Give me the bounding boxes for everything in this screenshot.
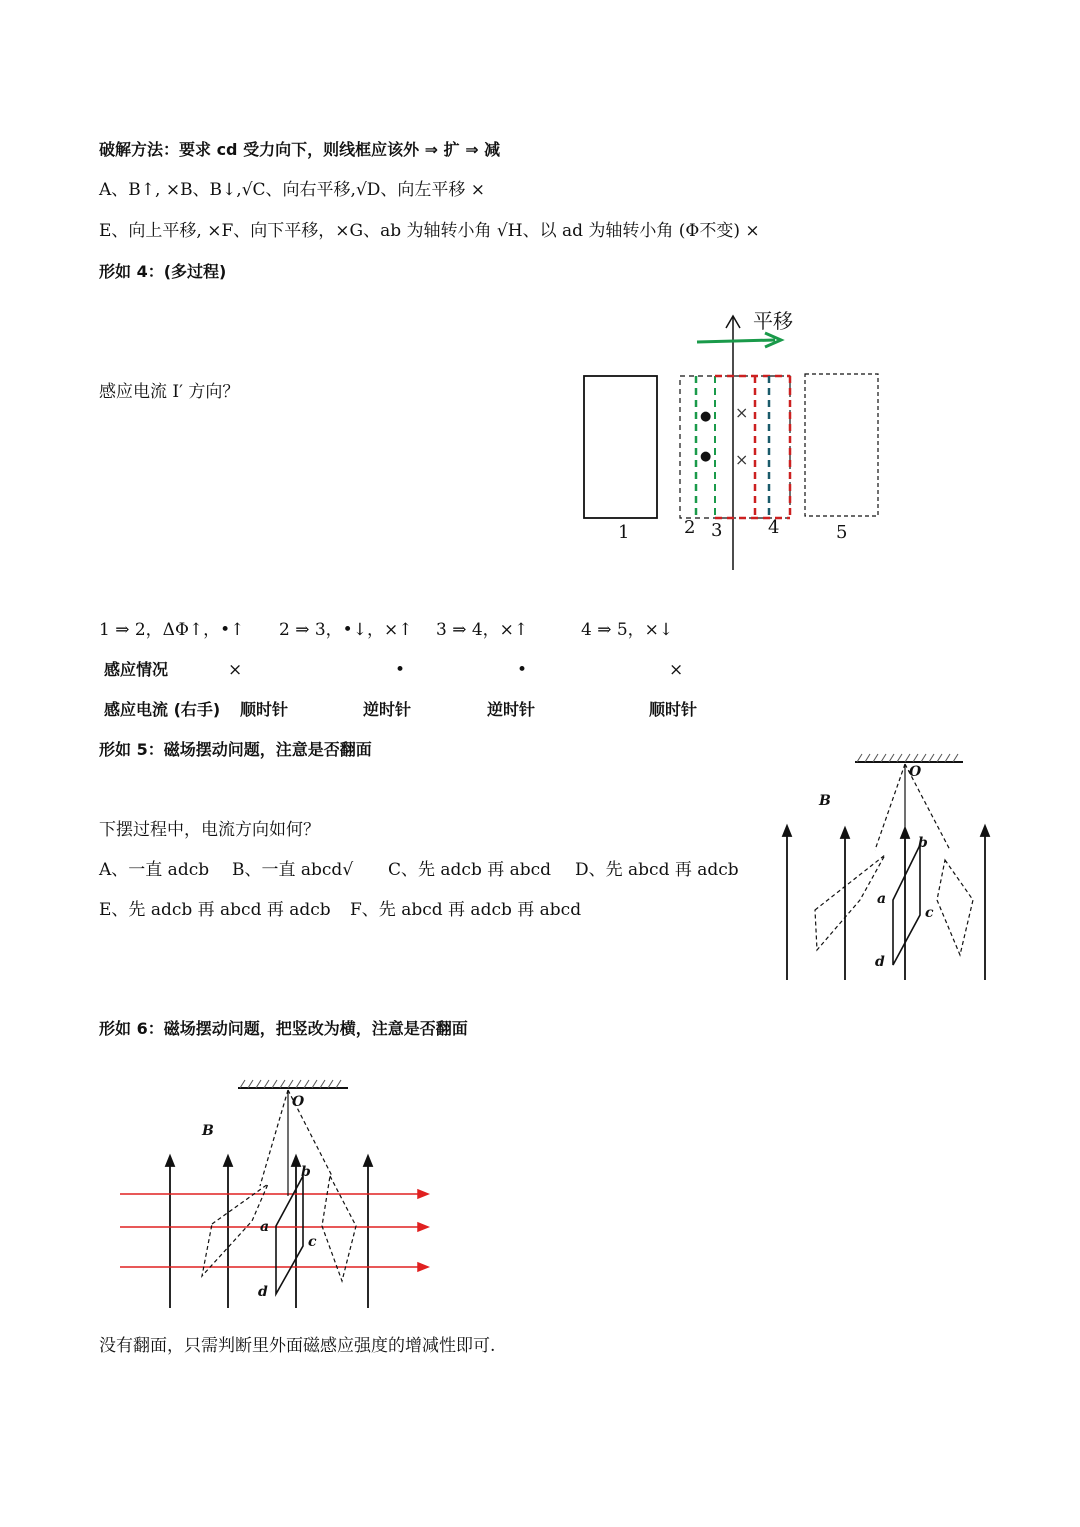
form6-title: 形如 6：磁场摆动问题，把竖改为横，注意是否翻面 [99,1019,468,1038]
field-cross: × [735,403,749,422]
form5-option: A、一直 adcb [99,860,210,880]
form5-question: 下摆过程中，电流方向如何？ [99,820,320,840]
position-label: 2 [684,517,696,538]
position-label: 4 [768,517,780,538]
pendulum-diagram-vertical [775,750,995,985]
field-cross: × [735,450,749,469]
current-value: 逆时针 [487,700,536,719]
options-line-2: E、向上平移, ×F、向下平移，×G、ab 为轴转小角 √H、以 ad 为轴转小角 (Φ不变) × [99,221,760,241]
options-line-1: A、B↑, ×B、B↓,√C、向右平移,√D、向左平移 × [99,180,486,200]
field-label: B [819,793,831,809]
field-dot: ● [700,409,712,424]
vertex-label: b [918,835,928,851]
method-line: 破解方法：要求 cd 受力向下，则线框应该外 ⇒ 扩 ⇒ 减 [99,140,501,159]
field-dot: ● [700,449,712,464]
position-label: 3 [711,520,723,541]
vertex-label: b [301,1164,311,1180]
form5-option: E、先 adcb 再 abcd 再 adcb [99,900,331,920]
situation-value: • [517,660,528,680]
current-label: 感应电流 (右手) [104,700,221,719]
vertex-label: d [875,954,885,970]
situation-label: 感应情况 [104,660,169,679]
pivot-label: O [292,1094,305,1110]
current-value: 顺时针 [240,700,289,719]
frame-5 [805,374,878,516]
form5-option: C、先 adcb 再 abcd [388,860,552,880]
form4-title: 形如 4：(多过程) [99,262,227,281]
process-step: 1 ⇒ 2，ΔΦ↑，•↑ [99,620,245,640]
process-step: 3 ⇒ 4，×↑ [436,620,529,640]
vertex-label: a [877,891,887,907]
frame-1 [584,376,657,518]
form4-question: 感应电流 I′ 方向？ [99,382,240,402]
situation-value: × [669,660,684,680]
process-step: 4 ⇒ 5，×↓ [581,620,674,640]
pendulum-diagram-horizontal [110,1076,440,1316]
translation-arrow [697,340,775,342]
position-label: 5 [836,522,848,543]
translation-label: 平移 [753,309,793,333]
form5-title: 形如 5：磁场摆动问题，注意是否翻面 [99,740,372,759]
form5-option: F、先 abcd 再 adcb 再 abcd [350,900,582,920]
situation-value: • [395,660,406,680]
field-label: B [202,1123,214,1139]
vertex-label: c [925,905,934,921]
vertex-label: d [258,1284,268,1300]
form5-option: B、一直 abcd√ [232,860,354,880]
position-label: 1 [618,522,630,543]
translation-diagram [575,300,895,580]
form6-conclusion: 没有翻面，只需判断里外面磁感应强度的增减性即可. [99,1336,496,1356]
vertex-label: a [260,1219,270,1235]
current-value: 顺时针 [649,700,698,719]
vertex-label: c [308,1234,317,1250]
current-value: 逆时针 [363,700,412,719]
situation-value: × [228,660,243,680]
form5-option: D、先 abcd 再 adcb [575,860,739,880]
pivot-label: O [909,764,922,780]
process-step: 2 ⇒ 3，•↓，×↑ [279,620,413,640]
